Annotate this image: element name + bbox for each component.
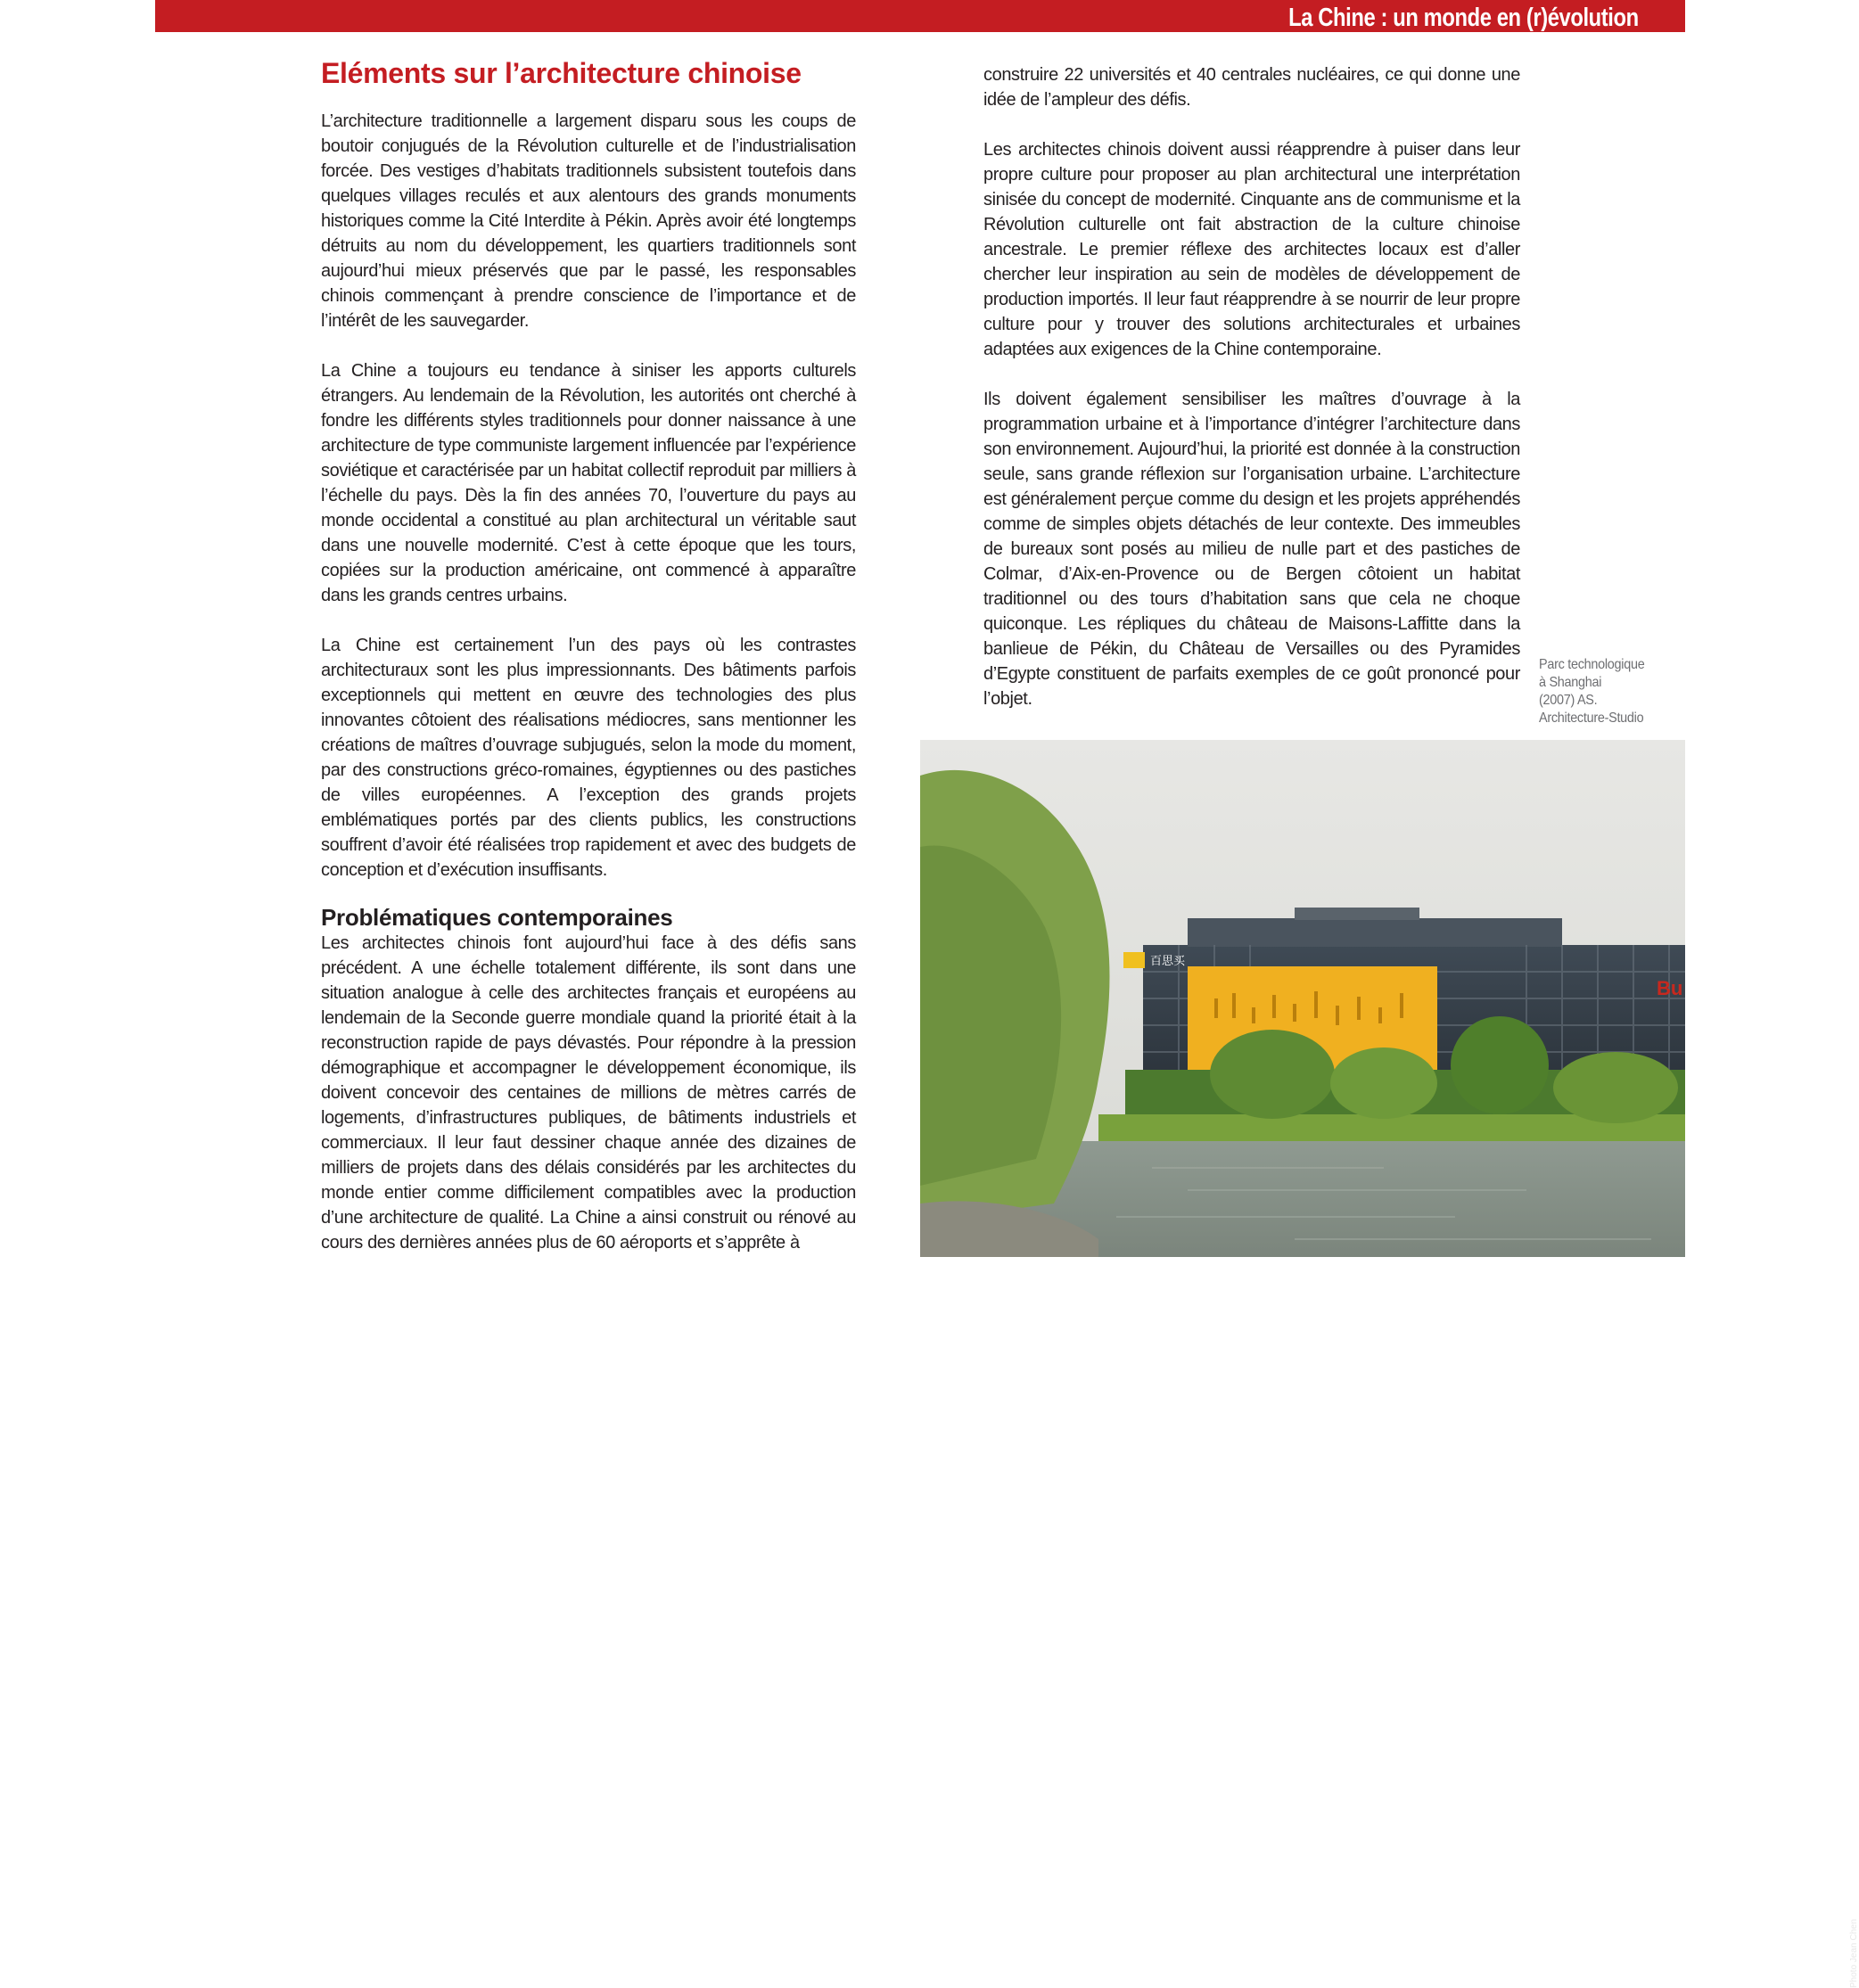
paragraph: La Chine est certainement l’un des pays où les contrastes architecturaux sont les plus impressionnants. Des bâtiments parfois exceptionnels qui mettent en œuvre des technologies des plus innovantes côtoient des réalisations médiocres, sans mentionner les créations de maîtres d’ouvrage subjugués, selon la mode du moment, par des constructions gréco-romaines, égyptiennes ou des pastiches de villes européennes. A l’exception des grands projets emblématiques portés par des clients publics, les constructions souffrent d’avoir été réalisées trop rapidement et avec des budgets de conception et d’exécution insuffisants. — [321, 636, 856, 880]
photo-caption — [1539, 656, 1667, 727]
paragraph: Les architectes chinois doivent aussi réapprendre à puiser dans leur propre culture pour proposer au plan architectural une interprétation sinisée du concept de modernité. Cinquante ans de communisme et la Révolution culturelle ont fait abstraction de la culture chinoise ancestrale. Le premier réflexe des architectes locaux est d’aller chercher leur inspiration au sein de modèles de développement de production importés. Il leur faut réapprendre à se nourrir de leur propre culture pour y trouver des solutions architecturales et urbaines adaptées aux exigences de la Chine contemporaine. — [983, 140, 1520, 359]
section-subtitle: Problématiques contemporaines — [321, 904, 673, 931]
caption-line: Architecture-Studio — [1539, 711, 1644, 726]
left-column — [321, 55, 856, 1255]
tree — [1330, 1047, 1437, 1119]
right-column — [983, 62, 1520, 711]
paragraph: Les architectes chinois font aujourd’hui face à des défis sans précédent. A une échelle totalement différente, ils sont dans une situation analogue à celle des architectes français et européens au lendemain de la Seconde guerre mondiale quand la priorité était à la reconstruction rapide de pays dévastés. Pour répondre à la pression démographique et accompagner le développement économique, ils doivent concevoir des centaines de millions de mètres carrés de logements, d’infrastructures publiques, de bâtiments industriels et commerciaux. Il leur faut dessiner chaque année des dizaines de milliers de projets dans des délais considérés par les architectes du monde entier comme difficilement compatibles avec la production d’une architecture de qualité. La Chine a ainsi construit ou rénové au cours des dernières années plus de 60 aéroports et s’apprête à — [321, 933, 856, 1253]
photo-credit: Photo Jean Chen — [1849, 1918, 1859, 1988]
building-roof-top — [1295, 908, 1419, 920]
tree — [1451, 1016, 1549, 1114]
caption-line: à Shanghai — [1539, 675, 1602, 690]
tree — [1553, 1052, 1678, 1123]
store-sign — [1123, 952, 1145, 968]
paragraph: La Chine a toujours eu tendance à siniser les apports culturels étrangers. Au lendemain de la Révolution, les autorités ont cherché à fondre les différents styles traditionnels pour donner naissance à une architecture de type communiste largement influencée par l’expérience soviétique et caractérisée par un habitat collectif reproduit par milliers à l’échelle du pays. Dès la fin des années 70, l’ouverture du pays au monde occidental a constitué au plan architectural un véritable saut dans une nouvelle modernité. C’est à cette époque que les tours, copiées sur la production américaine, ont commencé à apparaître dans les grands centres urbains. — [321, 361, 856, 605]
paragraph: L’architecture traditionnelle a largement disparu sous les coups de boutoir conjugués de la Révolution culturelle et de l’industrialisation forcée. Des vestiges d’habitats traditionnels subsistent toutefois dans quelques villages reculés et aux alentours des grands monuments historiques comme la Cité Interdite à Pékin. Après avoir été longtemps détruits au nom du développement, les quartiers traditionnels sont aujourd’hui mieux préservés que par le passé, les responsables chinois commençant à prendre conscience de l’importance et de l’intérêt de les sauvegarder. — [321, 111, 856, 331]
building-roof — [1188, 918, 1562, 947]
article-title: Eléments sur l’architecture chinoise — [321, 57, 802, 89]
tree — [1210, 1030, 1335, 1119]
photo-illustration — [920, 740, 1685, 1257]
side-sign-text: Bu — [1657, 977, 1683, 999]
paragraph: Ils doivent également sensibiliser les maîtres d’ouvrage à la programmation urbaine et à l’importance d’intégrer l’architecture dans son environnement. Aujourd’hui, la priorité est donnée à la construction seule, sans grande réflexion sur l’organisation urbaine. L’architecture est généralement perçue comme du design et les projets appréhendés comme de simples objets détachés de leur contexte. Des immeubles de bureaux sont posés au milieu de nulle part et des pastiches de Colmar, d’Aix-en-Provence ou de Bergen côtoient un habitat traditionnel ou des tours d’habitation sans que cela ne choque quiconque. Les répliques du château de Maisons-Laffitte dans la banlieue de Pékin, du Château de Versailles ou des Pyramides d’Egypte constituent de parfaits exemples de ce goût prononcé pour l’objet. — [983, 390, 1520, 709]
header-band — [155, 0, 1685, 32]
photo-technology-park — [920, 740, 1859, 1988]
paragraph: construire 22 universités et 40 centrales nucléaires, ce qui donne une idée de l’ampleur des défis. — [983, 65, 1520, 110]
header-title: La Chine : un monde en (r)évolution — [1288, 4, 1639, 32]
sign-text: 百思买 — [1150, 955, 1186, 968]
caption-line: Parc technologique — [1539, 657, 1645, 672]
caption-line: (2007) AS. — [1539, 693, 1598, 708]
